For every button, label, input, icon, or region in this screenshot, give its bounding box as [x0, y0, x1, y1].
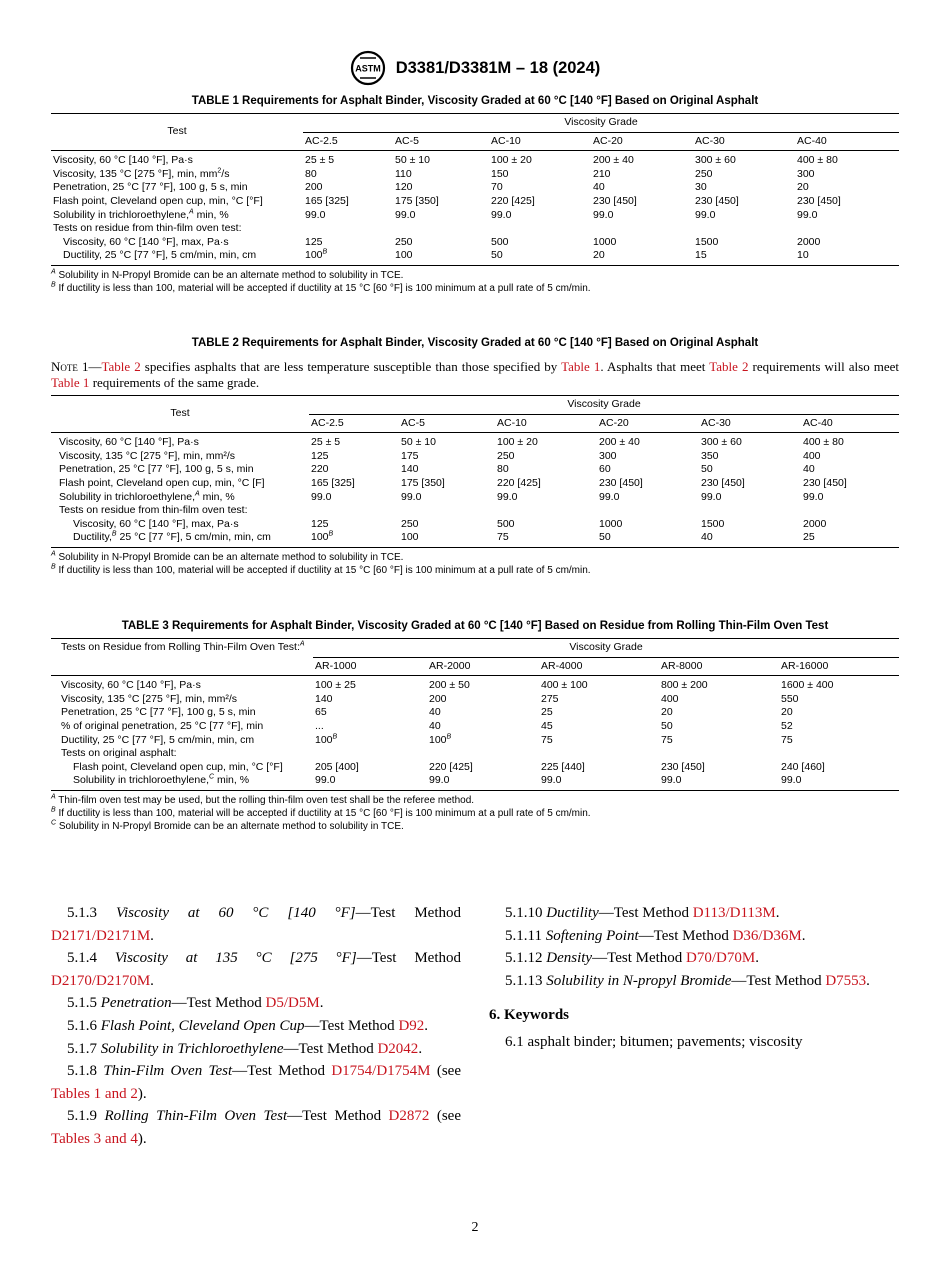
cell: 75 [661, 733, 673, 746]
cell: 400 [803, 449, 821, 462]
table-row [51, 209, 899, 223]
cell: 150 [491, 167, 509, 180]
cell: 200 ± 50 [429, 679, 470, 692]
cell: 200 [305, 181, 323, 194]
cell: 275 [541, 692, 559, 705]
standard-link[interactable]: D2872 [388, 1108, 430, 1125]
table-3-footnotes [51, 794, 899, 833]
cell: 60 [599, 463, 611, 476]
cell: 165 [325] [305, 194, 349, 207]
standard-link[interactable]: D2042 [377, 1040, 419, 1057]
standard-link[interactable]: D113/D113M [692, 905, 776, 921]
row-label: Ductility,$^B$ 25 °C [77 °F], 5 cm/min, min, cm [73, 530, 271, 544]
table-row [51, 761, 899, 775]
page-header [0, 50, 950, 86]
cell: 1000 [599, 517, 623, 530]
cell: $100^B$ [315, 733, 338, 746]
cell: 1500 [695, 235, 719, 248]
cell: $100^B$ [429, 733, 452, 746]
footnote: $^A$ Solubility in N-Propyl Bromide can be an alternate method to solubility in TCE. [51, 268, 404, 281]
table-3-group-header: Viscosity Grade [313, 639, 899, 658]
cell: 2000 [797, 235, 821, 248]
document-designation: D3381/D3381M – 18 (2024) [395, 58, 601, 77]
cell: $100^B$ [311, 530, 334, 544]
cell: 200 ± 40 [599, 436, 640, 449]
cell: 75 [497, 531, 509, 544]
body-right-column [489, 902, 899, 1054]
row-label: Solubility in trichloroethylene,$^A$ min, % [59, 490, 235, 503]
table-3-grade: AR-16000 [781, 659, 829, 672]
table-2-grade: AC-5 [401, 416, 425, 429]
cell: 100 ± 20 [491, 154, 532, 167]
cell: 800 ± 200 [661, 679, 708, 692]
cell: 250 [395, 235, 413, 248]
cell: ... [315, 719, 324, 732]
footnote: $^B$ If ductility is less than 100, material will be accepted if ductility at 15 °C [60 °F] is 100 minimum at a pull rate of 5 cm/min. [51, 806, 591, 819]
cell: 125 [311, 517, 329, 530]
cell: 99.0 [661, 774, 682, 787]
cell: 99.0 [429, 774, 450, 787]
cell: 110 [395, 167, 412, 180]
table-2-block [51, 337, 899, 577]
section-heading: 6. Keywords [489, 1007, 569, 1024]
row-label: Flash point, Cleveland open cup, min, °C [°F] [53, 194, 263, 207]
cell: 45 [541, 719, 553, 732]
cell: 99.0 [803, 490, 824, 503]
cell: 220 [425] [497, 476, 541, 489]
row-label: Penetration, 25 °C [77 °F], 100 g, 5 s, min [59, 463, 254, 476]
table-row [51, 181, 899, 195]
cell: 10 [797, 249, 809, 262]
cell: 165 [325] [311, 476, 355, 489]
table-2-footnotes [51, 551, 899, 577]
cell: 99.0 [497, 490, 518, 503]
cell: $100^B$ [305, 248, 328, 262]
standard-link[interactable]: D1754/D1754M [331, 1063, 431, 1080]
cell: 250 [401, 517, 419, 530]
table-3-test-header: Tests on Residue from Rolling Thin-Film Oven Test:$^A$ [51, 639, 313, 676]
cell: 400 ± 100 [541, 679, 588, 692]
standard-link[interactable]: D92 [398, 1017, 425, 1034]
section-item: 5.1.8 Thin-Film Oven Test—Test Method D1754/D1754M (see Tables 1 and 2). [51, 1063, 461, 1102]
table-row [51, 774, 899, 790]
section-item: 5.1.7 Solubility in Trichloroethylene—Test Method D2042. [67, 1040, 423, 1057]
cell: 200 [429, 692, 447, 705]
cell: 175 [350] [401, 476, 445, 489]
cell: 230 [450] [701, 476, 745, 489]
table-3-grade: AR-2000 [429, 659, 471, 672]
table-3 [51, 638, 899, 791]
body-left-column [51, 902, 461, 1151]
standard-link[interactable]: D2171/D2171M [51, 927, 151, 944]
table-1-grade: AC-30 [695, 134, 725, 147]
table-2-grade: AC-20 [599, 416, 629, 429]
table-row [51, 450, 899, 464]
cell: 50 [599, 531, 611, 544]
footnote: $^B$ If ductility is less than 100, material will be accepted if ductility at 15 °C [60 °F] is 100 minimum at a pull rate of 5 cm/min. [51, 281, 591, 294]
cell: 65 [315, 706, 327, 719]
table-1-grade: AC-20 [593, 134, 623, 147]
cell: 400 ± 80 [797, 154, 838, 167]
cell: 240 [460] [781, 760, 825, 773]
cell: 80 [305, 167, 317, 180]
cell: 99.0 [401, 490, 422, 503]
cell: 100 [395, 249, 413, 262]
cell: 210 [593, 167, 611, 180]
cell: 99.0 [305, 208, 326, 221]
cell: 40 [429, 719, 441, 732]
cell: 230 [450] [797, 194, 841, 207]
cell: 25 ± 5 [311, 436, 341, 449]
cell: 1500 [701, 517, 725, 530]
table-3-title: TABLE 3 Requirements for Asphalt Binder, Viscosity Graded at 60 °C [140 °F] Based on Residue from Rolling Thin-Film Oven Test [121, 620, 829, 632]
table-1-grade: AC-10 [491, 134, 521, 147]
cell: 99.0 [695, 208, 716, 221]
table-2-grade: AC-10 [497, 416, 527, 429]
cell: 300 ± 60 [701, 436, 742, 449]
section-item: 5.1.12 Density—Test Method D70/D70M. [505, 950, 759, 967]
cell: 20 [661, 706, 673, 719]
table-row [51, 491, 899, 505]
cell: 99.0 [599, 490, 620, 503]
cell: 20 [797, 181, 809, 194]
row-label: Viscosity, 135 °C [275 °F], min, mm²/s [59, 449, 236, 462]
cell: 99.0 [593, 208, 614, 221]
cell: 500 [491, 235, 509, 248]
row-label: Flash point, Cleveland open cup, min, °C [°F] [73, 760, 283, 773]
table-3-block [51, 620, 899, 833]
table-row [51, 236, 899, 250]
cell: 20 [593, 249, 605, 262]
table-row [51, 531, 899, 547]
table-1-group-header: Viscosity Grade [303, 114, 899, 133]
footnote: $^A$ Solubility in N-Propyl Bromide can be an alternate method to solubility in TCE. [51, 550, 404, 563]
cell: 80 [497, 463, 509, 476]
section-item: 5.1.13 Solubility in N-propyl Bromide—Test Method D7553. [505, 972, 870, 989]
cell: 99.0 [781, 774, 802, 787]
standard-link[interactable]: D70/D70M [686, 950, 756, 967]
cell: 205 [400] [315, 760, 359, 773]
footnote: $^A$ Thin-film oven test may be used, but the rolling thin-film oven test shall be the referee method. [51, 793, 475, 806]
table-1-block [51, 95, 899, 295]
table-row [51, 195, 899, 209]
row-label: Viscosity, 60 °C [140 °F], max, Pa·s [63, 235, 229, 248]
cell: 70 [491, 181, 503, 194]
row-label: Tests on original asphalt: [61, 747, 177, 760]
page-number: 2 [471, 1220, 479, 1235]
cell: 140 [315, 692, 333, 705]
table-2 [51, 395, 899, 548]
tables-link[interactable]: Tables 1 and 2 [51, 1085, 138, 1102]
cell: 400 ± 80 [803, 436, 844, 449]
row-label: Viscosity, 135 °C [275 °F], min, mm²/s [61, 692, 238, 705]
cell: 225 [440] [541, 760, 585, 773]
table-1-test-header: Test [51, 114, 303, 151]
table-3-grade: AR-8000 [661, 659, 703, 672]
cell: 140 [401, 463, 419, 476]
cell: 125 [305, 235, 323, 248]
table-1-title: TABLE 1 Requirements for Asphalt Binder, Viscosity Graded at 60 °C [140 °F] Based on Original Asphalt [191, 95, 759, 107]
cell: 75 [541, 733, 553, 746]
cell: 300 [797, 167, 815, 180]
row-label: Solubility in trichloroethylene,$^A$ min, % [53, 208, 229, 221]
table-2-grade: AC-40 [803, 416, 833, 429]
table-row [51, 249, 899, 265]
table-1-link[interactable]: Table 1 [561, 359, 601, 374]
section-item: 5.1.6 Flash Point, Cleveland Open Cup—Test Method D92. [67, 1017, 429, 1034]
cell: 25 [803, 531, 815, 544]
cell: 99.0 [311, 490, 332, 503]
table-row [51, 433, 899, 450]
cell: 52 [781, 719, 793, 732]
cell: 50 ± 10 [401, 436, 436, 449]
cell: 40 [429, 706, 441, 719]
table-row [51, 747, 899, 761]
cell: 40 [701, 531, 713, 544]
cell: 220 [425] [429, 760, 473, 773]
row-label: Tests on residue from thin-film oven test: [59, 504, 248, 517]
cell: 50 [661, 719, 673, 732]
section-item: 5.1.4 Viscosity at 135 °C [275 °F]—Test Method D2170/D2170M. [51, 950, 461, 989]
table-1-grade: AC-40 [797, 134, 827, 147]
table-row [51, 734, 899, 748]
table-1 [51, 113, 899, 266]
cell: 50 [491, 249, 503, 262]
cell: 220 [425] [491, 194, 535, 207]
table-1-grade: AC-2.5 [305, 134, 338, 147]
section-item: 5.1.5 Penetration—Test Method D5/D5M. [67, 995, 324, 1012]
row-label: Ductility, 25 °C [77 °F], 5 cm/min, min, cm [63, 249, 257, 262]
row-label: Flash point, Cleveland open cup, min, °C [F] [59, 476, 265, 489]
row-label: Viscosity, 60 °C [140 °F], max, Pa·s [73, 517, 239, 530]
cell: 75 [781, 733, 793, 746]
cell: 30 [695, 181, 707, 194]
section-item: 5.1.11 Softening Point—Test Method D36/D36M. [505, 927, 806, 944]
row-label: Viscosity, 60 °C [140 °F], Pa·s [53, 154, 193, 167]
row-label: Viscosity, 60 °C [140 °F], Pa·s [59, 436, 199, 449]
row-label: Ductility, 25 °C [77 °F], 5 cm/min, min, cm [61, 733, 255, 746]
cell: 2000 [803, 517, 827, 530]
cell: 99.0 [701, 490, 722, 503]
tables-link[interactable]: Tables 3 and 4 [51, 1130, 138, 1147]
cell: 100 ± 25 [315, 679, 356, 692]
cell: 550 [781, 692, 799, 705]
table-2-test-header: Test [51, 396, 309, 433]
cell: 230 [450] [695, 194, 739, 207]
row-label: % of original penetration, 25 °C [77 °F], min [61, 719, 264, 732]
table-2-link[interactable]: Table 2 [101, 359, 141, 374]
cell: 1000 [593, 235, 617, 248]
cell: 250 [497, 449, 515, 462]
table-row [51, 504, 899, 518]
footnote: $^C$ Solubility in N-Propyl Bromide can be an alternate method to solubility in TCE. [51, 819, 404, 832]
section-item: 6.1 asphalt binder; bitumen; pavements; viscosity [505, 1033, 803, 1050]
footnote: $^B$ If ductility is less than 100, material will be accepted if ductility at 15 °C [60 °F] is 100 minimum at a pull rate of 5 cm/min. [51, 563, 591, 576]
cell: 120 [395, 181, 413, 194]
section-item: 5.1.3 Viscosity at 60 °C [140 °F]—Test Method D2171/D2171M. [51, 905, 461, 944]
cell: 99.0 [315, 774, 336, 787]
standard-link[interactable]: D7553 [825, 972, 867, 989]
table-row [51, 706, 899, 720]
cell: 25 ± 5 [305, 154, 335, 167]
cell: 99.0 [395, 208, 416, 221]
table-1-grade: AC-5 [395, 134, 419, 147]
cell: 15 [695, 249, 707, 262]
cell: 100 [401, 531, 419, 544]
table-row [51, 676, 899, 693]
table-2-note: Note 1—Table 2 specifies asphalts that are less temperature susceptible than those specified by Table 1. Asphalts that meet Table 2 requirements will also meet Table 1 requirements of the same grade. [51, 359, 900, 390]
cell: 250 [695, 167, 713, 180]
cell: 99.0 [541, 774, 562, 787]
section-item: 5.1.9 Rolling Thin-Film Oven Test—Test Method D2872 (see Tables 3 and 4). [51, 1108, 461, 1147]
standard-link[interactable]: D36/D36M [732, 927, 802, 944]
cell: 300 [599, 449, 617, 462]
table-2-title: TABLE 2 Requirements for Asphalt Binder, Viscosity Graded at 60 °C [140 °F] Based on Original Asphalt [191, 337, 759, 349]
cell: 500 [497, 517, 515, 530]
cell: 230 [450] [803, 476, 847, 489]
table-2-grade: AC-2.5 [311, 416, 344, 429]
cell: 350 [701, 449, 719, 462]
table-row [51, 518, 899, 532]
table-row [51, 477, 899, 491]
cell: 175 [350] [395, 194, 439, 207]
row-label: Viscosity, 60 °C [140 °F], Pa·s [61, 679, 201, 692]
svg-text:ASTM: ASTM [354, 63, 381, 74]
row-label: Solubility in trichloroethylene,$^C$ min, % [73, 773, 250, 787]
table-row [51, 222, 899, 236]
cell: 25 [541, 706, 553, 719]
table-2-group-header: Viscosity Grade [309, 396, 899, 415]
cell: 20 [781, 706, 793, 719]
cell: 99.0 [797, 208, 818, 221]
cell: 40 [593, 181, 605, 194]
cell: 40 [803, 463, 815, 476]
row-label: Penetration, 25 °C [77 °F], 100 g, 5 s, min [53, 181, 248, 194]
cell: 200 ± 40 [593, 154, 634, 167]
table-row [51, 151, 899, 168]
row-label: Viscosity, 135 °C [275 °F], min, $mm^2/s$ [53, 167, 230, 180]
table-row [51, 720, 899, 734]
cell: 230 [450] [661, 760, 705, 773]
cell: 230 [450] [593, 194, 637, 207]
row-label: Penetration, 25 °C [77 °F], 100 g, 5 s, min [61, 706, 256, 719]
section-item: 5.1.10 Ductility—Test Method D113/D113M. [505, 905, 780, 921]
table-row [51, 463, 899, 477]
cell: 220 [311, 463, 329, 476]
cell: 175 [401, 449, 419, 462]
table-row [51, 693, 899, 707]
cell: 100 ± 20 [497, 436, 538, 449]
astm-logo-icon [350, 50, 386, 86]
table-1-link[interactable]: Table 1 [51, 375, 90, 390]
cell: 300 ± 60 [695, 154, 736, 167]
cell: 125 [311, 449, 329, 462]
cell: 99.0 [491, 208, 512, 221]
table-3-grade: AR-4000 [541, 659, 583, 672]
standard-link[interactable]: D2170/D2170M [51, 972, 151, 989]
cell: 1600 ± 400 [781, 679, 834, 692]
row-label: Tests on residue from thin-film oven test: [53, 222, 242, 235]
cell: 230 [450] [599, 476, 643, 489]
standard-link[interactable]: D5/D5M [265, 995, 320, 1012]
cell: 50 ± 10 [395, 154, 430, 167]
table-3-grade: AR-1000 [315, 659, 357, 672]
table-1-footnotes [51, 269, 899, 295]
table-2-link[interactable]: Table 2 [709, 359, 749, 374]
cell: 50 [701, 463, 713, 476]
table-2-grade: AC-30 [701, 416, 731, 429]
table-row [51, 168, 899, 182]
cell: 400 [661, 692, 679, 705]
